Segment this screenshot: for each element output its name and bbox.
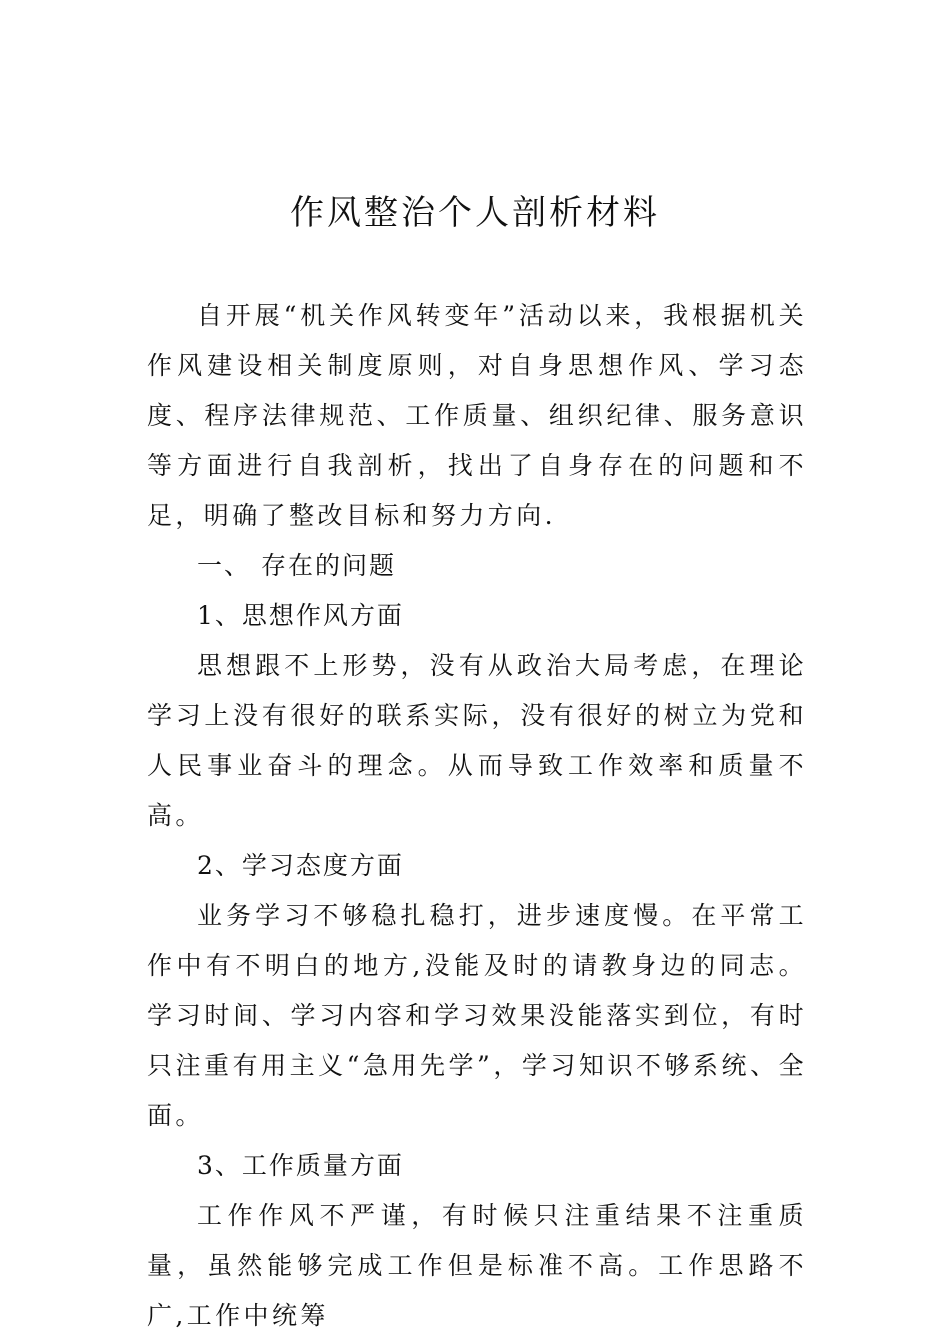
subsection-heading-work-quality: 3、工作质量方面 — [197, 1151, 404, 1180]
subsection-heading-thinking: 1、思想作风方面 — [197, 601, 404, 630]
paragraph-thinking: 思想跟不上形势，没有从政治大局考虑，在理论学习上没有很好的联系实际，没有很好的树立为党和人民事业奋斗的理念。从而导致工作效率和质量不高。 — [147, 651, 807, 830]
paragraph-work-quality: 工作作风不严谨，有时候只注重结果不注重质量，虽然能够完成工作但是标准不高。工作思路不广,工作中统筹 — [147, 1201, 807, 1330]
intro-paragraph: 自开展“机关作风转变年”活动以来，我根据机关作风建设相关制度原则，对自身思想作风、学习态度、程序法律规范、工作质量、组织纪律、服务意识等方面进行自我剖析，找出了自身存在的问题和不足，明确了整改目标和努力方向. — [147, 301, 807, 530]
subsection-heading-study: 2、学习态度方面 — [197, 851, 404, 880]
paragraph-study: 业务学习不够稳扎稳打，进步速度慢。在平常工作中有不明白的地方,没能及时的请教身边的同志。学习时间、学习内容和学习效果没能落实到位，有时只注重有用主义“急用先学”，学习知识不够系统、全面。 — [147, 901, 807, 1130]
document-body — [147, 291, 807, 1341]
document-title: 作风整治个人剖析材料 — [290, 193, 660, 233]
section-heading-problems: 一、 存在的问题 — [197, 551, 396, 580]
